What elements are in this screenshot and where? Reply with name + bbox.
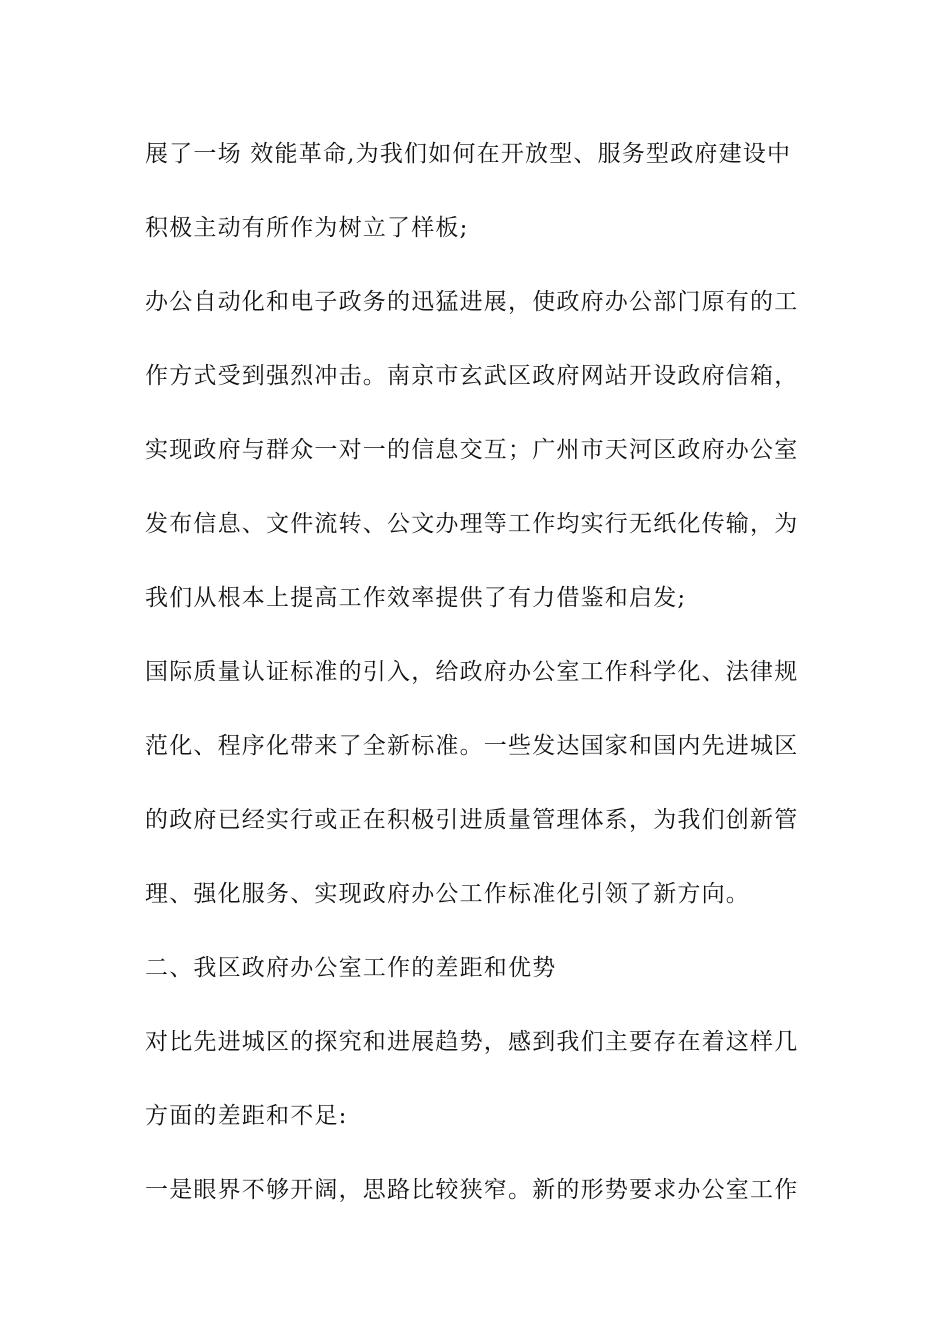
text-line-10: 的政府已经实行或正在积极引进质量管理体系，为我们创新管 xyxy=(145,807,799,833)
text-line-2: 积极主动有所作为树立了样板; xyxy=(145,215,469,241)
document-body xyxy=(145,130,810,1240)
text-line-4: 作方式受到强烈冲击。南京市玄武区政府网站开设政府信箱， xyxy=(145,363,799,389)
text-line-1: 展了一场 效能革命,为我们如何在开放型、服务型政府建设中 xyxy=(145,141,792,167)
text-line-8: 国际质量认证标准的引入，给政府办公室工作科学化、法律规 xyxy=(145,659,799,685)
text-line-11: 理、强化服务、实现政府办公工作标准化引领了新方向。 xyxy=(145,881,750,907)
text-line-15: 一是眼界不够开阔，思路比较狭窄。新的形势要求办公室工作 xyxy=(145,1177,799,1203)
text-line-13: 对比先进城区的探究和进展趋势，感到我们主要存在着这样几 xyxy=(145,1029,799,1055)
text-line-9: 范化、程序化带来了全新标准。一些发达国家和国内先进城区 xyxy=(145,733,799,759)
section-heading: 二、我区政府办公室工作的差距和优势 xyxy=(145,955,557,981)
text-line-6: 发布信息、文件流转、公文办理等工作均实行无纸化传输，为 xyxy=(145,511,799,537)
text-line-7: 我们从根本上提高工作效率提供了有力借鉴和启发; xyxy=(145,585,687,611)
text-line-5: 实现政府与群众一对一的信息交互；广州市天河区政府办公室 xyxy=(145,437,799,463)
text-line-3: 办公自动化和电子政务的迅猛进展，使政府办公部门原有的工 xyxy=(145,289,799,315)
text-line-14: 方面的差距和不足: xyxy=(145,1103,348,1129)
